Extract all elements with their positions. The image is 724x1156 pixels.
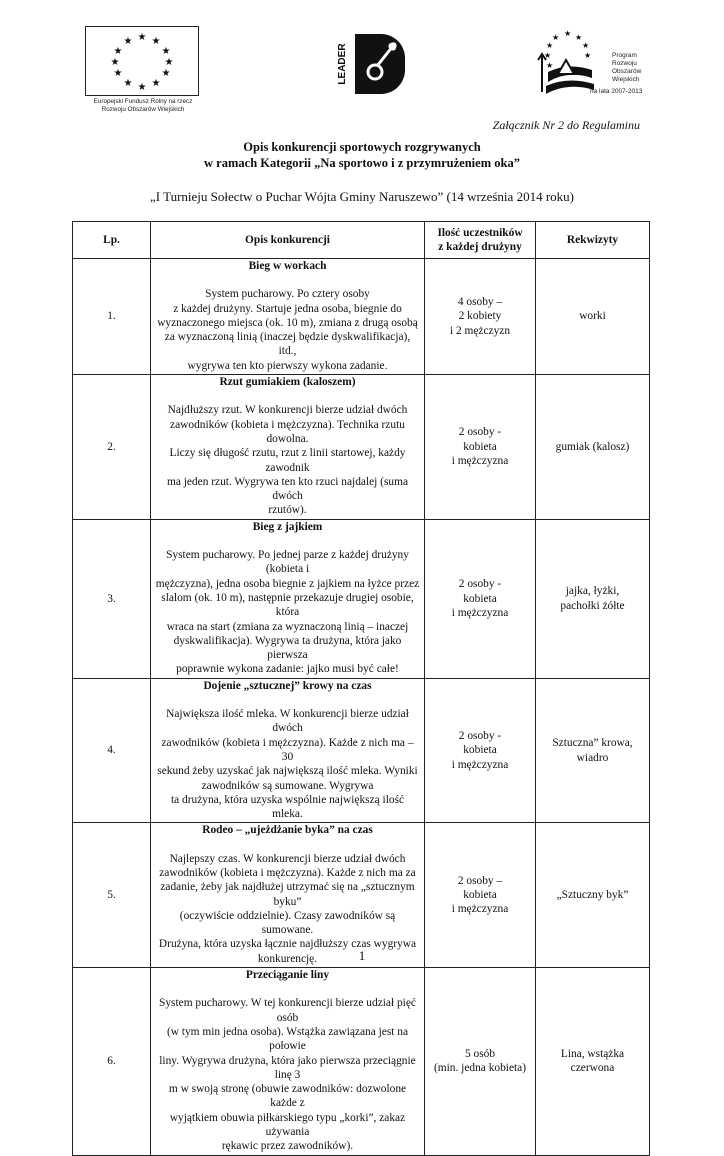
table-header-row bbox=[73, 222, 650, 259]
competition-description-line: dyskwalifikacja). Wygrywa ta drużyna, która jako pierwsza bbox=[173, 634, 402, 662]
table-row bbox=[73, 678, 650, 823]
svg-text:★: ★ bbox=[137, 82, 147, 93]
props: Lina, wstążka czerwona bbox=[536, 968, 650, 1156]
table-row bbox=[73, 519, 650, 678]
table-row bbox=[73, 823, 650, 968]
props: „Sztuczny byk” bbox=[536, 823, 650, 968]
competition-description-cell bbox=[151, 678, 425, 823]
competition-description-line: konkurencję. bbox=[257, 952, 318, 965]
svg-text:★: ★ bbox=[164, 57, 174, 68]
svg-text:★: ★ bbox=[123, 78, 133, 89]
document-title: Opis konkurencji sportowych rozgrywanych w ramach Kategorii „Na sportowo i z przymrużeniem oka” bbox=[204, 140, 520, 170]
competition-description-cell bbox=[151, 375, 425, 520]
competition-description-line: Największa ilość mleka. W konkurencji bierze udział dwóch bbox=[166, 708, 409, 735]
svg-text:★: ★ bbox=[552, 33, 560, 42]
competition-description-line: System pucharowy. Po cztery osoby bbox=[205, 288, 370, 301]
svg-text:★: ★ bbox=[546, 41, 554, 50]
competition-description-line: liny. Wygrywa drużyna, która jako pierwsza przeciągnie linę 3 bbox=[159, 1054, 416, 1081]
svg-text:★: ★ bbox=[110, 57, 120, 68]
participants-count: 5 osób (min. jedna kobieta) bbox=[425, 968, 536, 1156]
competition-description-line: ta drużyna, która uzyska wspólnie największą ilość mleka. bbox=[170, 793, 405, 821]
svg-text:★: ★ bbox=[151, 36, 161, 47]
competition-name: Bieg w workach bbox=[248, 260, 327, 272]
competition-description-line: wyznaczonego miejsca (ok. 10 m), zmiana z drugą osobą bbox=[157, 316, 418, 329]
competition-description-line: slalom (ok. 10 m), następnie przekazuje drugiej osobie, która bbox=[161, 591, 414, 619]
competition-description-line: rzutów). bbox=[268, 504, 307, 517]
competition-description-cell bbox=[151, 968, 425, 1156]
attachment-label: Załącznik Nr 2 do Regulaminu bbox=[492, 118, 640, 132]
table-row bbox=[73, 375, 650, 520]
header-ilosc: Ilość uczestników z każdej drużyny bbox=[425, 222, 536, 259]
eu-caption: Europejski Fundusz Rolny na rzecz Rozwoju Obszarów Wiejskich bbox=[93, 98, 193, 113]
competitions-table bbox=[72, 221, 650, 1156]
competition-description-line: wyjątkiem obuwia piłkarskiego typu „korki”, zakaz używania bbox=[169, 1111, 406, 1139]
row-number: 2. bbox=[73, 375, 151, 520]
table-body bbox=[73, 259, 650, 1156]
competition-description-line: Liczy się długość rzutu, rzut z linii startowej, każdy zawodnik bbox=[169, 447, 406, 474]
header-rekwizyty: Rekwizyty bbox=[536, 222, 650, 259]
svg-text:★: ★ bbox=[113, 68, 123, 79]
participants-count: 2 osoby – kobieta i mężczyzna bbox=[425, 823, 536, 968]
competition-description-line: System pucharowy. Po jednej parze z każdej drużyny (kobieta i bbox=[166, 549, 409, 576]
participants-count: 2 osoby - kobieta i mężczyzna bbox=[425, 519, 536, 678]
competition-name: Rzut gumiakiem (kaloszem) bbox=[219, 376, 356, 389]
competition-description-line: System pucharowy. W tej konkurencji bierze udział pięć osób bbox=[159, 997, 416, 1024]
svg-text:★: ★ bbox=[161, 68, 171, 79]
svg-text:★: ★ bbox=[161, 46, 171, 57]
row-number: 1. bbox=[73, 259, 151, 375]
competition-description-line: Najdłuższy rzut. W konkurencji bierze udział dwóch bbox=[167, 404, 408, 417]
svg-text:★: ★ bbox=[137, 32, 147, 43]
competition-description-line: zawodników (kobieta i mężczyzna). Każde z nich ma za bbox=[159, 866, 416, 879]
leader-wordmark: LEADER bbox=[337, 43, 348, 85]
competition-description-line: zawodników (kobieta i mężczyzna). Technika rzutu dowolna. bbox=[170, 418, 405, 445]
competition-description-line: Najlepszy czas. W konkurencji bierze udział dwóch bbox=[169, 852, 406, 865]
page-number: 1 bbox=[358, 948, 366, 963]
row-number: 3. bbox=[73, 519, 151, 678]
svg-text:★: ★ bbox=[113, 46, 123, 57]
document-subtitle: „I Turnieju Sołectw o Puchar Wójta Gminy Naruszewo” (14 września 2014 roku) bbox=[150, 189, 574, 204]
competition-description-line: z każdej drużyny. Startuje jedna osoba, biegnie do bbox=[173, 302, 402, 315]
svg-text:★: ★ bbox=[584, 51, 592, 60]
header-lp: Lp. bbox=[73, 222, 151, 259]
competition-description-line: sekund żeby uzyskać jak największą ilość mleka. Wyniki bbox=[157, 765, 418, 778]
svg-text:★: ★ bbox=[546, 61, 554, 70]
competition-name: Rodeo – „ujeżdżanie byka” na czas bbox=[202, 824, 373, 837]
prow-years: na lata 2007-2013 bbox=[590, 88, 643, 95]
svg-text:★: ★ bbox=[582, 41, 590, 50]
props: jajka, łyżki, pachołki żółte bbox=[536, 519, 650, 678]
row-number: 6. bbox=[73, 968, 151, 1156]
competition-description-line: zawodników (kobieta i mężczyzna). Każde z nich ma – 30 bbox=[161, 736, 414, 763]
competition-description-line: rękawic przez zawodników). bbox=[221, 1140, 354, 1153]
row-number: 4. bbox=[73, 678, 151, 823]
leader-logo bbox=[333, 26, 405, 98]
header-opis: Opis konkurencji bbox=[151, 222, 425, 259]
table-row bbox=[73, 968, 650, 1156]
competition-name: Przeciąganie liny bbox=[245, 969, 330, 982]
competition-description-line: m w swoją stronę (obuwie zawodników: dozwolone każde z bbox=[168, 1083, 407, 1110]
competition-description-cell bbox=[151, 259, 425, 375]
svg-text:★: ★ bbox=[544, 51, 552, 60]
prow-text: Program Rozwoju Obszarów Wiejskich bbox=[612, 52, 642, 83]
svg-text:★: ★ bbox=[123, 36, 133, 47]
competition-description-line: wraca na start (zmiana za wyznaczoną linią – inaczej bbox=[166, 620, 409, 633]
competition-description-cell bbox=[151, 519, 425, 678]
eu-flag-icon bbox=[85, 26, 199, 96]
competition-description-line: (oczywiście oddzielnie). Czasy zawodników są sumowane. bbox=[179, 909, 396, 937]
participants-count: 2 osoby - kobieta i mężczyzna bbox=[425, 375, 536, 520]
competition-name: Dojenie „sztucznej” krowy na czas bbox=[203, 679, 372, 692]
competition-description-line: ma jeden rzut. Wygrywa ten kto rzuci najdalej (suma dwóch bbox=[166, 475, 409, 503]
participants-count: 4 osoby – 2 kobiety i 2 mężczyzn bbox=[425, 259, 536, 375]
svg-text:★: ★ bbox=[564, 29, 572, 38]
competition-description-cell bbox=[151, 823, 425, 968]
competition-description-line: mężczyzna), jedna osoba biegnie z jajkiem na łyżce przez bbox=[155, 577, 420, 590]
competition-description-line: poprawnie wykona zadanie: jajko musi być całe! bbox=[176, 663, 399, 676]
table-row bbox=[73, 259, 650, 375]
svg-text:★: ★ bbox=[151, 78, 161, 89]
svg-text:★: ★ bbox=[575, 33, 583, 42]
eu-logo bbox=[85, 26, 201, 118]
competition-description-line: wygrywa ten kto pierwszy wykona zadanie. bbox=[187, 359, 388, 372]
header-logos bbox=[0, 22, 724, 122]
competition-name: Bieg z jajkiem bbox=[252, 520, 323, 533]
competition-description-line: zadanie, żeby jak najdłużej utrzymać się na „sztucznym byku” bbox=[160, 881, 415, 908]
row-number: 5. bbox=[73, 823, 151, 968]
participants-count: 2 osoby - kobieta i mężczyzna bbox=[425, 678, 536, 823]
props: gumiak (kalosz) bbox=[536, 375, 650, 520]
props: worki bbox=[536, 259, 650, 375]
prow-logo bbox=[528, 26, 678, 118]
competition-description-line: za wyznaczoną linią (inaczej będzie dyskwalifikacja), itd., bbox=[164, 331, 411, 358]
competition-description-line: zawodników są sumowane. Wygrywa bbox=[201, 779, 374, 792]
competition-description-line: Drużyna, która uzyska łącznie najdłuższy czas wygrywa bbox=[158, 938, 417, 951]
competition-description-line: (w tym min jedna osoba). Wstążka zawiązana jest na połowie bbox=[166, 1025, 409, 1053]
props: Sztuczna” krowa, wiadro bbox=[536, 678, 650, 823]
